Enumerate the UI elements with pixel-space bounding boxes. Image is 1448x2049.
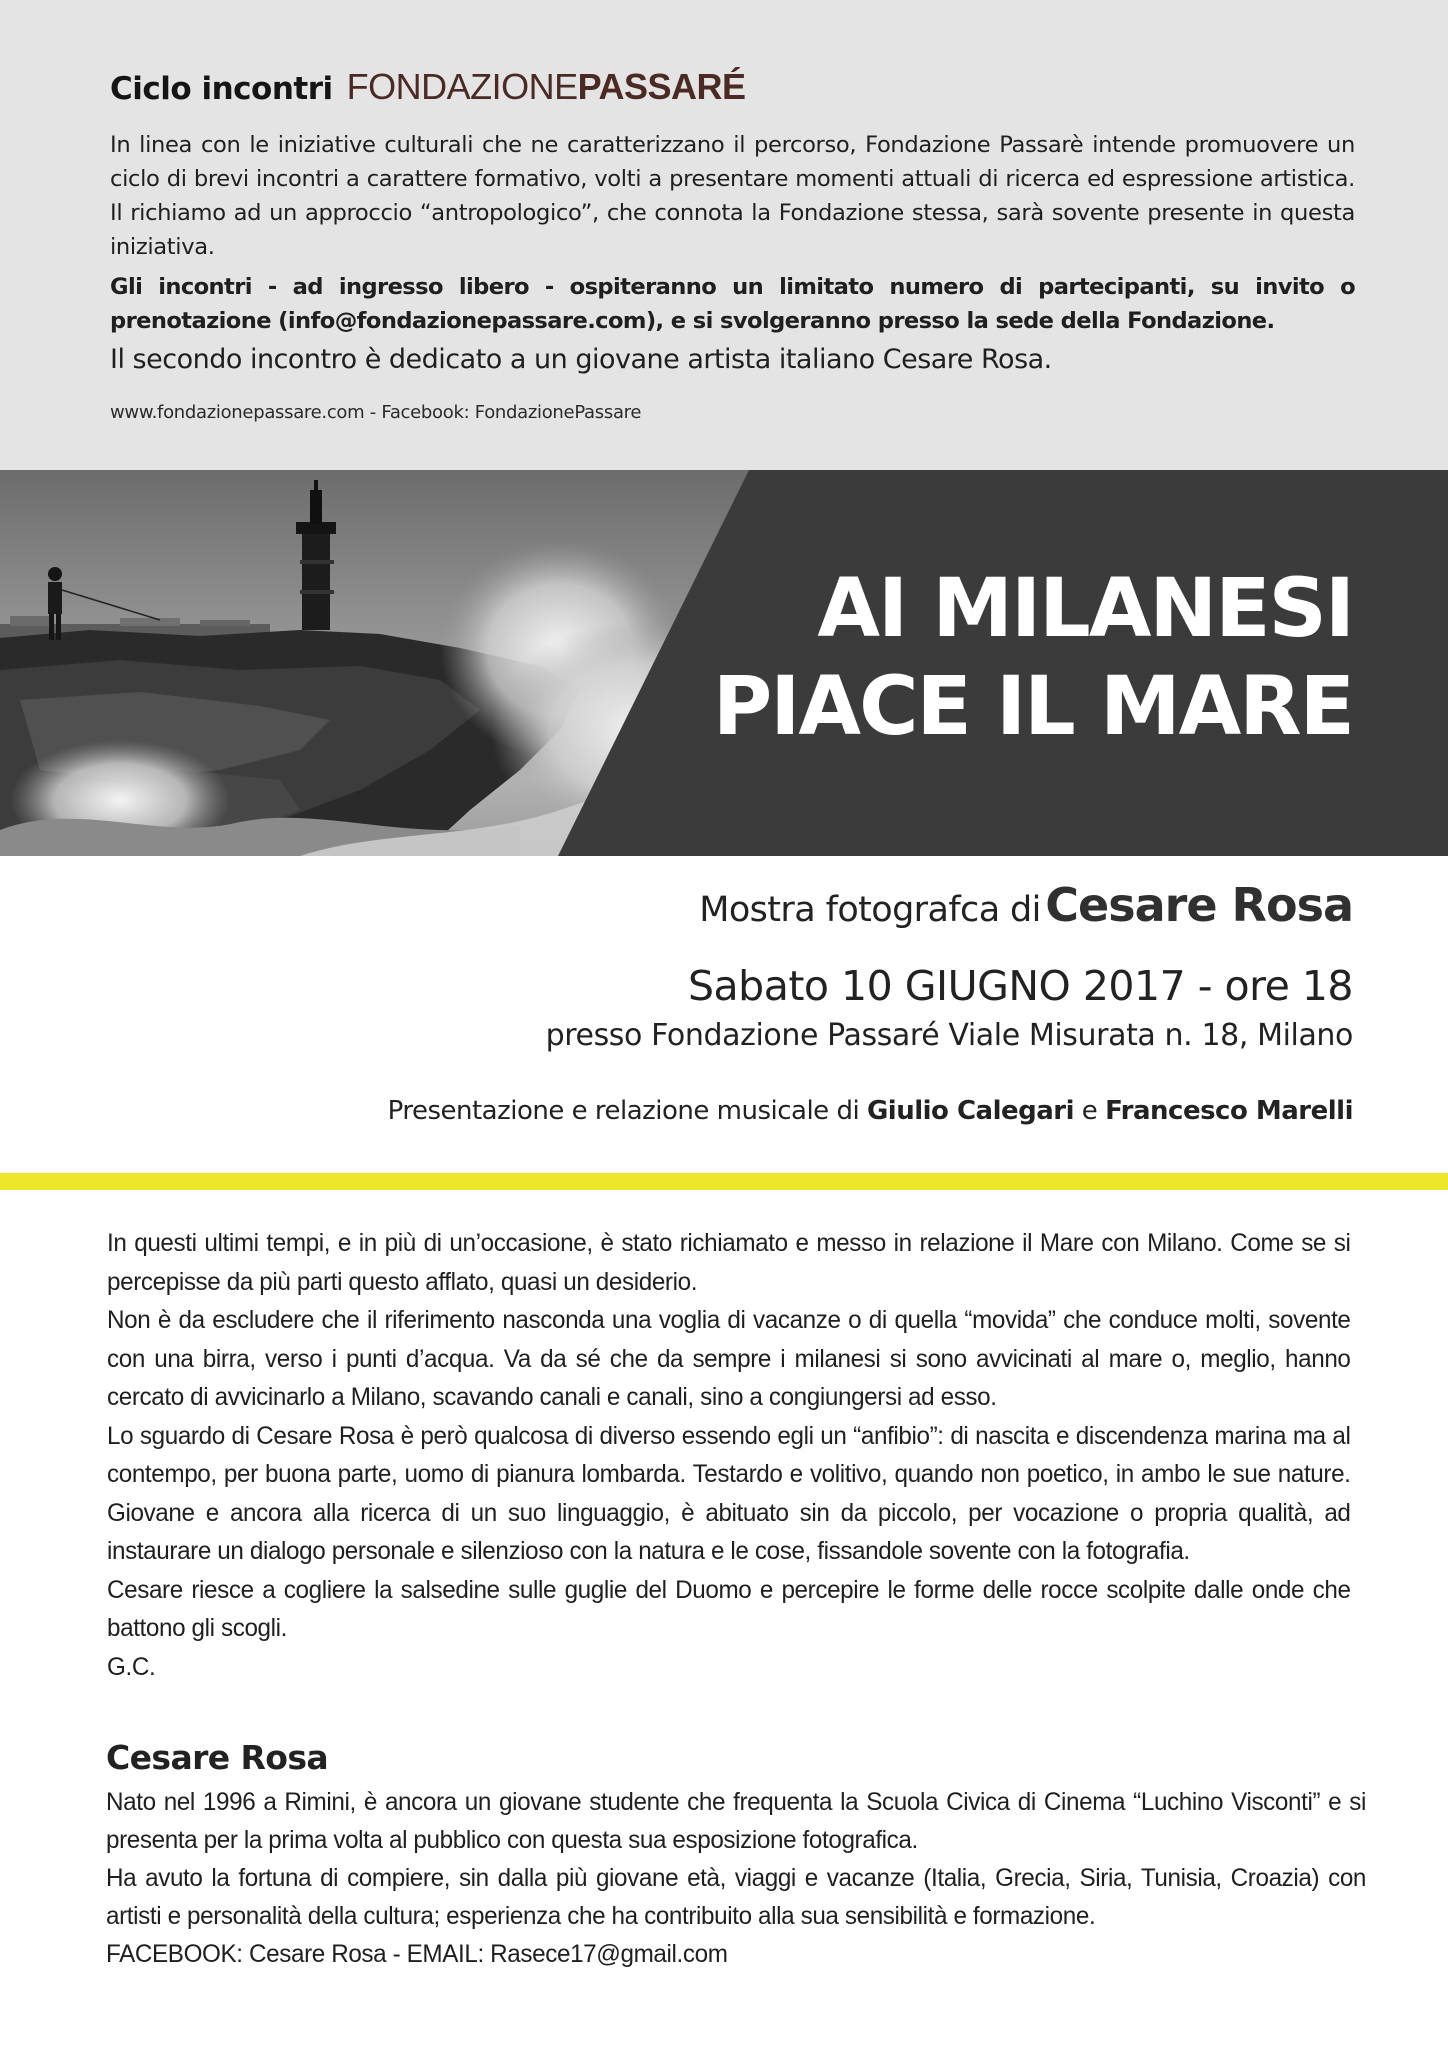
bio-title: Cesare Rosa xyxy=(106,1738,329,1777)
header-title xyxy=(110,66,746,108)
presentation-line xyxy=(388,1096,1353,1126)
bio-paragraph: Ha avuto la fortuna di compiere, sin dalla più giovane età, viaggi e vacanze (Italia, Grecia, Siria, Tunisia, Croazia) con artisti e personalità della cultura; esperienza che ha contribuito alla sua sensibilità e formazione. xyxy=(106,1864,1367,1930)
yellow-divider xyxy=(0,1173,1448,1190)
bio-paragraph: Nato nel 1996 a Rimini, è ancora un giovane studente che frequenta la Scuola Civica di Cinema “Luchino Visconti” e si presenta per la prima volta al pubblico con questa sua esposizione fotografica. xyxy=(106,1788,1367,1854)
artist-name: Cesare Rosa xyxy=(1045,878,1353,932)
presentation-prefix: Presentazione e relazione musicale di xyxy=(387,1096,860,1126)
exhibition-prefix: Mostra fotografca di xyxy=(699,890,1041,930)
event-place: presso Fondazione Passaré Viale Misurata n. 18, Milano xyxy=(545,1018,1353,1053)
brand-logo-light: FONDAZIONE xyxy=(346,66,578,107)
exhibition-line xyxy=(699,878,1353,932)
brand-logo-bold: PASSARÉ xyxy=(577,66,746,107)
essay-paragraph: Cesare riesce a cogliere la salsedine sulle guglie del Duomo e percepire le forme delle rocce scolpite dalle onde che battono gli scogli. xyxy=(107,1575,1351,1642)
second-meeting-line: Il secondo incontro è dedicato a un giovane artista italiano Cesare Rosa. xyxy=(110,344,1052,375)
essay-signature: G.C. xyxy=(107,1652,156,1681)
essay-paragraph: Lo sguardo di Cesare Rosa è però qualcosa di diverso essendo egli un “anfibio”: di nascita e discendenza marina ma al contempo, per buona parte, uomo di pianura lombarda. Testardo e volitivo, quando non poetico, in ambo le sue nature. Giovane e ancora alla ricerca di un suo linguaggio, è abituato sin da piccolo, per vocazione o propria qualità, ad instaurare un dialogo personale e silenzioso con la natura e le cose, fissandole sovente con la fotografia. xyxy=(107,1421,1351,1565)
essay-paragraph: In questi ultimi tempi, e in più di un’occasione, è stato richiamato e messo in relazione il Mare con Milano. Come se si percepisse da più parti questo afflato, quasi un desiderio. xyxy=(107,1229,1351,1296)
header-band xyxy=(0,0,1448,470)
essay-text xyxy=(107,1224,1350,1686)
banner-title-line2: PIACE IL MARE xyxy=(712,660,1353,754)
event-date: Sabato 10 GIUGNO 2017 - ore 18 xyxy=(688,962,1353,1010)
intro-paragraph: In linea con le iniziative culturali che ne caratterizzano il percorso, Fondazione Passarè intende promuovere un ciclo di brevi incontri a carattere formativo, volti a presentare momenti attuali di ricerca ed espressione artistica. Il richiamo ad un approccio “antropologico”, che connota la Fondazione stessa, sarà sovente presente in questa iniziativa. xyxy=(110,132,1355,260)
banner-title-line1: AI MILANESI xyxy=(817,562,1353,656)
ciclo-label: Ciclo incontri xyxy=(110,71,333,107)
bio-text xyxy=(106,1783,1366,1973)
bio-contacts[interactable]: FACEBOOK: Cesare Rosa - EMAIL: Rasece17@gmail.com xyxy=(106,1940,728,1968)
intro-bold-paragraph: Gli incontri - ad ingresso libero - ospiteranno un limitato numero di partecipanti, su invito o prenotazione (info@fondazionepassare.com), e si svolgeranno presso la sede della Fondazione. xyxy=(110,274,1355,334)
contact-links[interactable]: www.fondazionepassare.com - Facebook: FondazionePassare xyxy=(110,402,642,423)
presenter-1: Giulio Calegari xyxy=(866,1096,1075,1126)
essay-paragraph: Non è da escludere che il riferimento nasconda una voglia di vacanze o di quella “movida” che conduce molti, sovente con una birra, verso i punti d’acqua. Va da sé che da sempre i milanesi si sono avvicinati al mare o, meglio, hanno cercato di avvicinarlo a Milano, scavando canali e canali, sino a congiungersi ad esso. xyxy=(107,1306,1351,1411)
presenter-conj: e xyxy=(1081,1096,1098,1126)
presenter-2: Francesco Marelli xyxy=(1105,1096,1353,1126)
banner-title xyxy=(713,560,1353,756)
